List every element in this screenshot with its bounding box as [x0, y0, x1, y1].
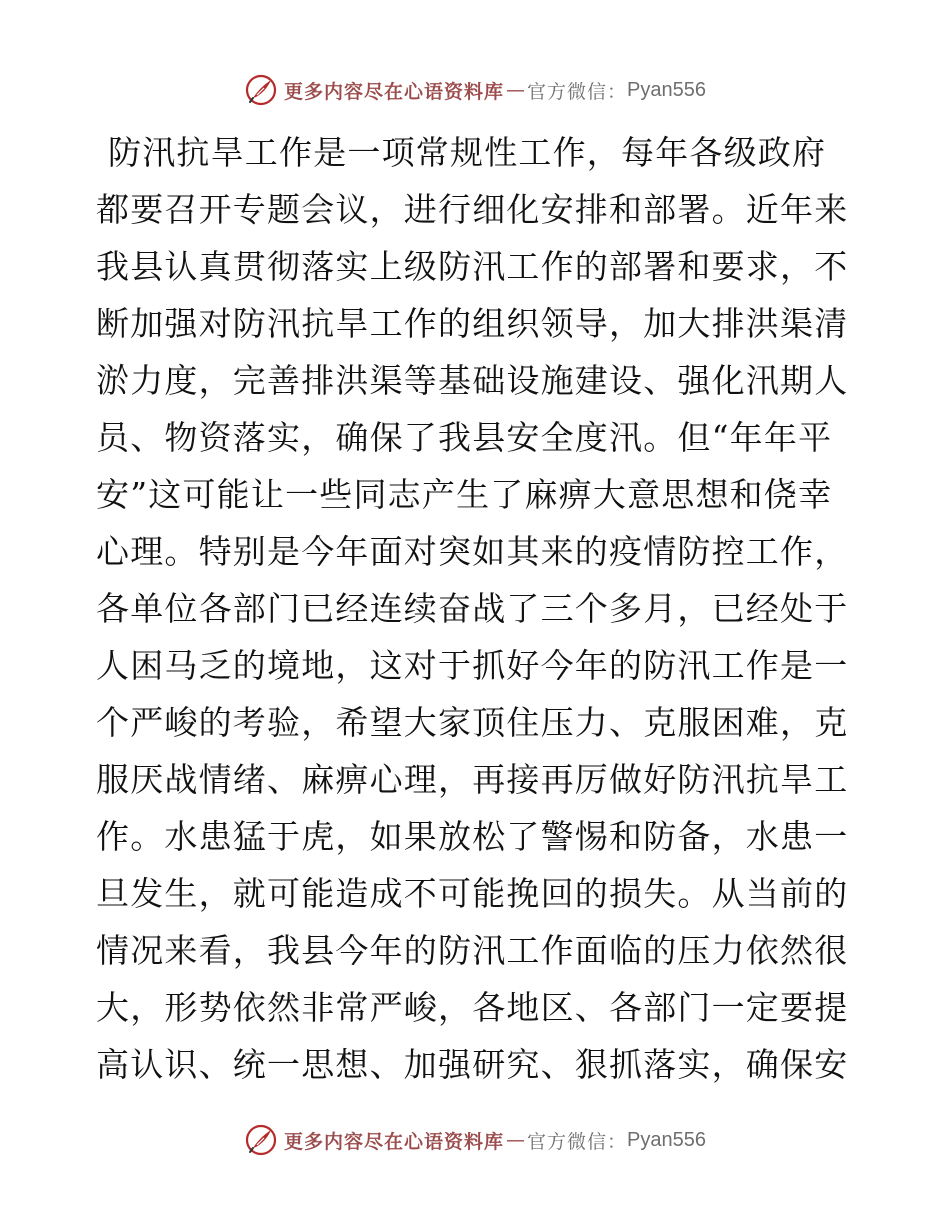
banner-separator: —	[506, 79, 526, 101]
body-line-10: 人困马乏的境地，这对于抓好今年的防汛工作是一	[96, 646, 849, 685]
body-line-7: 安”这可能让一些同志产生了麻痹大意思想和侥幸	[96, 475, 833, 514]
body-line-9: 各单位各部门已经连续奋战了三个多月，已经处于	[96, 589, 849, 628]
body-line-4: 断加强对防汛抗旱工作的组织领导，加大排洪渠清	[96, 304, 849, 343]
body-line-15: 情况来看，我县今年的防汛工作面临的压力依然很	[96, 931, 849, 970]
body-line-6: 员、物资落实，确保了我县安全度汛。但“年年平	[96, 418, 833, 457]
header-watermark-banner	[0, 70, 950, 110]
body-line-1: 防汛抗旱工作是一项常规性工作，每年各级政府	[108, 133, 827, 172]
body-line-11: 个严峻的考验，希望大家顶住压力、克服困难，克	[96, 703, 849, 742]
quill-pen-logo-icon	[244, 73, 278, 107]
footer-separator: —	[506, 1129, 526, 1151]
body-line-17: 高认识、统一思想、加强研究、狠抓落实，确保安	[96, 1045, 849, 1084]
body-line-2: 都要召开专题会议，进行细化安排和部署。近年来	[96, 190, 849, 229]
body-line-8: 心理。特别是今年面对突如其来的疫情防控工作，	[96, 532, 849, 571]
banner-brand-text: 更多内容尽在心语资料库	[284, 80, 505, 103]
footer-brand-text: 更多内容尽在心语资料库	[284, 1130, 505, 1153]
quill-pen-logo-icon	[244, 1123, 278, 1157]
document-body	[96, 124, 856, 1093]
footer-wechat-id: Pyan556	[627, 1128, 706, 1151]
footer-watermark-banner	[0, 1120, 950, 1160]
banner-wechat-label: 官方微信：	[527, 80, 628, 103]
body-line-13: 作。水患猛于虎，如果放松了警惕和防备，水患一	[96, 817, 849, 856]
body-line-3: 我县认真贯彻落实上级防汛工作的部署和要求，不	[96, 247, 849, 286]
body-line-16: 大，形势依然非常严峻，各地区、各部门一定要提	[96, 988, 849, 1027]
banner-wechat-id: Pyan556	[627, 78, 706, 101]
body-line-14: 旦发生，就可能造成不可能挽回的损失。从当前的	[96, 874, 849, 913]
footer-wechat-label: 官方微信：	[527, 1130, 628, 1153]
body-line-5: 淤力度，完善排洪渠等基础设施建设、强化汛期人	[96, 361, 849, 400]
body-line-12: 服厌战情绪、麻痹心理，再接再厉做好防汛抗旱工	[96, 760, 849, 799]
